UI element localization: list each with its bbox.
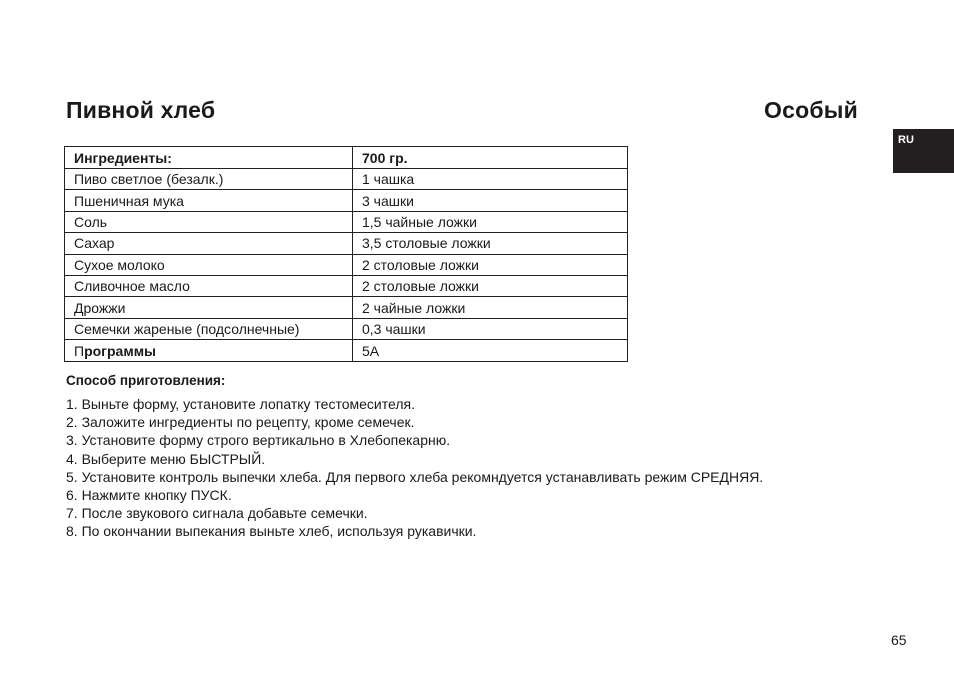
ingredient-amount: 0,3 чашки xyxy=(353,318,628,339)
recipe-title: Пивной хлеб xyxy=(66,97,216,123)
ingredient-name: Соль xyxy=(65,211,353,232)
table-header-row xyxy=(65,147,628,169)
table-row xyxy=(65,169,628,190)
method-title: Способ приготовления: xyxy=(66,373,226,388)
page-number: 65 xyxy=(891,632,907,648)
list-item: 3. Установите форму строго вертикально в Хлебопекарню. xyxy=(66,432,451,449)
table-row xyxy=(65,190,628,211)
language-tab: RU xyxy=(893,129,954,173)
table-row xyxy=(65,233,628,254)
ingredient-amount: 3 чашки xyxy=(353,190,628,211)
table-row xyxy=(65,318,628,339)
ingredient-name: Пиво светлое (безалк.) xyxy=(65,169,353,190)
ingredient-name: Сухое молоко xyxy=(65,254,353,275)
program-value: 5A xyxy=(353,340,628,362)
program-label-rest: рограммы xyxy=(84,342,157,359)
ingredient-name: Сахар xyxy=(65,233,353,254)
section-title: Особый xyxy=(764,97,858,123)
ingredient-name: Дрожжи xyxy=(65,297,353,318)
ingredients-table xyxy=(64,146,628,362)
table-row xyxy=(65,211,628,232)
table-header-ingredients: Ингредиенты: xyxy=(65,147,353,169)
program-row xyxy=(65,340,628,362)
table-row xyxy=(65,275,628,296)
ingredient-amount: 2 чайные ложки xyxy=(353,297,628,318)
list-item: 8. По окончании выпекания выньте хлеб, используя рукавички. xyxy=(66,523,477,540)
ingredient-name: Сливочное масло xyxy=(65,275,353,296)
ingredient-amount: 2 столовые ложки xyxy=(353,254,628,275)
list-item: 2. Заложите ингредиенты по рецепту, кроме семечек. xyxy=(66,414,415,431)
steps-list xyxy=(66,395,763,541)
table-row xyxy=(65,254,628,275)
ingredient-amount: 1 чашка xyxy=(353,169,628,190)
list-item: 1. Выньте форму, установите лопатку тестомесителя. xyxy=(66,396,415,412)
table-header-weight: 700 гр. xyxy=(353,147,628,169)
list-item: 6. Нажмите кнопку ПУСК. xyxy=(66,487,232,504)
list-item: 7. После звукового сигнала добавьте семечки. xyxy=(66,505,368,522)
list-item: 5. Установите контроль выпечки хлеба. Для первого хлеба рекомндуется устанавливать режим СРЕДНЯЯ. xyxy=(66,468,764,485)
ingredient-name: Пшеничная мука xyxy=(65,190,353,211)
table-row xyxy=(65,297,628,318)
program-label xyxy=(65,340,353,362)
list-item: 4. Выберите меню БЫСТРЫЙ. xyxy=(66,450,266,467)
program-label-prefix: П xyxy=(74,342,85,359)
ingredient-amount: 2 столовые ложки xyxy=(353,275,628,296)
ingredient-name: Семечки жареные (подсолнечные) xyxy=(65,318,353,339)
ingredient-amount: 1,5 чайные ложки xyxy=(353,211,628,232)
ingredient-amount: 3,5 столовые ложки xyxy=(353,233,628,254)
